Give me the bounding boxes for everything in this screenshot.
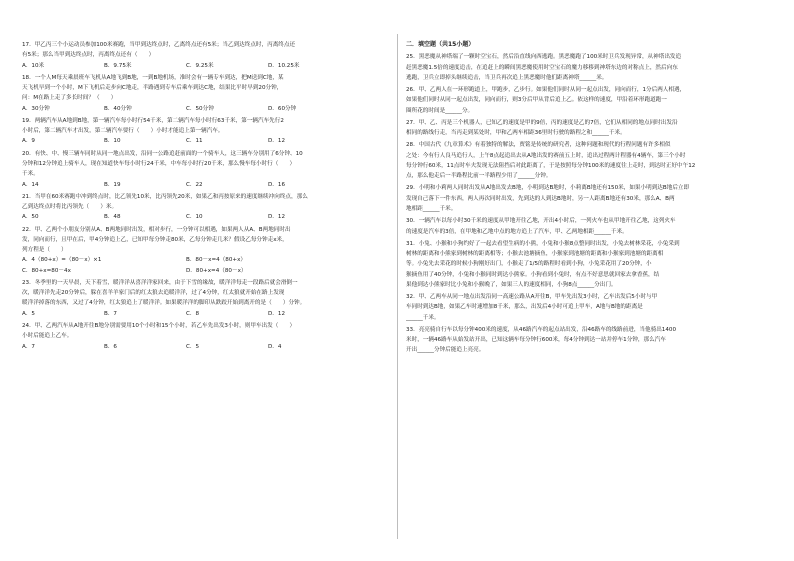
question-text-line: 24．甲、乙两汽车从A地开往B地分别需要用10个小时和15个小时，若乙车先出发3小时，则甲车出发（ ） [22, 322, 296, 329]
section-title: 二．填空题（共15小题） [406, 41, 475, 48]
answer-option: B．48 [104, 214, 121, 221]
question-text-line: 如果他们同时从同一起点出发，同向而行，则3分后甲从背后追上乙。依这样的速度，甲沿着环形跑道跑一 [406, 97, 667, 104]
question-text-line: 之处：今有行人良马追行人，上午8点起追出去从A地出发的赛前五上时，追出过程两计程器有4辆车，第三个小时 [406, 152, 686, 159]
question-item [406, 85, 772, 116]
answer-option: C．80+x=80－4x [22, 267, 71, 274]
answer-option: C．11 [186, 138, 203, 145]
answer-option: C．22 [186, 181, 203, 188]
answer-option: B．19 [104, 181, 121, 188]
question-text-line: 树林的距离和小熊家到树林的距离相等；小猴去池塘摘鱼，小猴家到池塘的距离和小猴家到池塘的距离相 [406, 250, 664, 257]
question-item [22, 321, 388, 352]
question-item [406, 292, 772, 323]
question-text-line: 点，那么他走后一半路程比前一半路程少用了______分钟。 [406, 173, 552, 180]
question-text-line: 列方程是（ ） [22, 247, 67, 254]
answer-option: A．4（80+x）=（80－x）×1 [22, 257, 102, 264]
question-item [406, 140, 772, 181]
answer-option: B．10 [104, 138, 121, 145]
question-item [22, 149, 388, 190]
question-text-line: 果他到达小熊家时比小兔和小猴晚了，如果三人的速度相同，小狗8点______分出门。 [406, 281, 617, 288]
question-text-line: 19．两辆汽车从A地到B地，第一辆汽车每小时行54千米，第二辆汽车每小时行63千米，第一辆汽车先行2 [22, 117, 284, 124]
question-text-line: 29．小明和小莉两人同时出发从A地出发去B地，小明到达B地时，小莉离B地还有150米，如果小明到达B地后立即 [406, 185, 690, 192]
question-text-line: 车同时到达B地，如果乙车时速增加8千米，那么，出发后4小时可追上甲车，A地与B地的距离是 [406, 304, 643, 311]
question-text-line: 30．一辆汽车以每小时30千米的速度从甲地开往乙地，开出4小时后，一列火车也从甲地开往乙地，这列火车 [406, 218, 676, 225]
answer-options [22, 266, 388, 276]
question-text-line: 乙到达终点时将比丙领先（ ）米。 [22, 204, 118, 211]
answer-option: D．80+x=4（80－x） [186, 267, 247, 274]
answer-option: A．5 [22, 310, 35, 317]
question-text-line: 米时，一辆46路车从始发站开出，已知这辆车每分钟行600米，每4分钟到达一站并停车1分钟，那么汽车 [406, 337, 666, 344]
question-text-line: 问：M在路上走了多长时间？（ ） [22, 95, 117, 102]
answer-option: D．12 [268, 138, 286, 145]
answer-option: D．4 [268, 343, 282, 350]
answer-option: C．9.25米 [186, 62, 214, 69]
question-item [406, 52, 772, 83]
question-text-line: 分钟和12分钟追上骑车人，现在知道快车每小时行24千米，中车每小时行20千米，那么慢车每小时行（ ） [22, 160, 296, 167]
answer-option: D．10.25米 [268, 62, 300, 69]
question-text-line: 27．甲、乙、丙是三个机器人，已知乙的速度是甲的9倍，丙的速度是乙的7倍，它们从相同的地点同时出发沿 [406, 119, 678, 126]
question-text-line: 23．冬季里的一天早晨，天下着雪，暖洋洋从喜洋洋家回来，由于下雪的缘故，暖洋洋每走一段路后就会滑倒一 [22, 279, 298, 286]
question-text-line: 地相距______千米。 [406, 206, 457, 213]
question-text-line: 17．甲乙丙三个小运动员参加100米赛跑，当甲到达终点时，乙离终点还有5米；当乙到达终点时，丙离终点还 [22, 42, 296, 48]
question-text-line: 开出______分钟后能追上亮亮。 [406, 347, 485, 354]
question-text-line: ______千米。 [406, 314, 440, 321]
right-column [406, 40, 772, 358]
question-item [22, 73, 388, 114]
question-item [22, 278, 388, 319]
answer-option: A．14 [22, 181, 39, 188]
answer-option: C．5 [186, 343, 200, 350]
question-text-line: 千米。 [22, 171, 39, 178]
answer-option: C．8 [186, 310, 200, 317]
question-text-line: 发现自己落下一件东西，两人再次同时出发，先到达的人到达B地时，另一人距离B地还有30米，那么A、B两 [406, 195, 675, 202]
answer-options [22, 212, 388, 222]
question-text-line: 20．有快、中、慢三辆车同时从同一地点出发，沿同一公路追赶前面的一个骑车人，这三辆车分别用了6分钟、10 [22, 150, 303, 157]
question-text-line: 28．中国古代《九章算术》有着独特的解法，贾铭是传统的研究者，这种问题和现代的行程问题有许多相似 [406, 142, 671, 149]
answer-option: B．80－x=4（80+x） [186, 257, 247, 264]
question-text-line: 小时后能追上乙车。 [22, 333, 73, 340]
question-item [22, 225, 388, 276]
question-item [22, 116, 388, 147]
answer-option: D．12 [268, 310, 286, 317]
question-text-line: 18．一个人M每天乘晨班车飞机从A地飞到B地，一到B地机场，准时会有一辆专车到达，把M送到C地，某 [22, 74, 284, 81]
question-text-line: 21．当甲在60米赛跑中冲到终点时，比乙领先10米，比丙领先20米，如果乙和丙按原来的速度继续冲向终点，那么 [22, 193, 308, 200]
question-text-line: 小时后，第二辆汽车才出发，第二辆汽车要行（ ）小时才能追上第一辆汽车。 [22, 128, 224, 135]
question-item [406, 325, 772, 356]
answer-options [22, 255, 388, 265]
question-text-line: 33．亮亮骑自行车以每分钟400米的速度，从46路汽车的起点站出发，沿46路车的线路前进，当他骑出1400 [406, 326, 677, 333]
question-text-line: 等。小兔先去采花的时候小狗刚好出门，小猴走了1/5的路程时看到小狗，小兔采花用了20分钟，小 [406, 261, 652, 268]
answer-option: A．7 [22, 343, 35, 350]
answer-options [22, 104, 388, 114]
fill-in-questions [406, 52, 772, 355]
answer-options [22, 136, 388, 146]
answer-option: B．6 [104, 343, 117, 350]
question-item [406, 118, 772, 139]
question-text-line: 25．黑恶魔从神塔端了一颗时空宝石，然后沿直线向西逃跑。黑恶魔跑了100米时卫兵发现异常，从神塔出发追 [406, 54, 682, 61]
answer-option: D．16 [268, 181, 286, 188]
left-column [22, 40, 388, 354]
answer-option: D．12 [268, 214, 286, 221]
question-text-line: 有5米；那么当甲到达终点时，丙离终点还有（ ） [22, 52, 155, 59]
question-text-line: 发，同向而行，且甲在后，甲4分钟追上乙，已知甲每分钟走80米，乙每分钟走几米？假设乙每分钟走x米， [22, 236, 288, 243]
question-text-line: 的速度是汽车的3倍，在甲地和乙地中点的地方追上了汽车，甲、乙两地相距______千米。 [406, 228, 628, 235]
answer-option: A．50 [22, 214, 39, 221]
answer-option: C．50分钟 [186, 105, 214, 112]
answer-options [22, 61, 388, 71]
question-text-line: 22．甲、乙两个小朋友分别从A、B两地同时出发，相对步行，一分钟可以相遇，如果两人从A、B两地同时出 [22, 226, 291, 233]
question-item [406, 216, 772, 237]
answer-options [22, 342, 388, 352]
answer-option: A．9 [22, 138, 35, 145]
answer-option: D．60分钟 [268, 105, 297, 112]
answer-option: B．40分钟 [104, 105, 132, 112]
question-item [22, 40, 388, 71]
question-item [406, 239, 772, 290]
column-divider [397, 34, 398, 539]
question-text-line: 26．甲、乙两人在一环形跑道上，甲跑步，乙步行。如果他们同时从同一起点出发，同向而行，1分后两人相遇， [406, 87, 686, 94]
answer-option: B．9.75米 [104, 62, 132, 69]
question-text-line: 暖洋洋掉落的东西，又过了4分钟，红太狼追上了暖洋洋。如果暖洋洋的脚印从跌跤开始到离开的是（ ）分钟。 [22, 300, 306, 307]
question-text-line: 逃跑，卫兵立即掉头继续追击，当卫兵再次追上黑恶魔时他们距离神塔______米。 [406, 74, 608, 81]
question-text-line: 圈所花的时间是______分。 [406, 107, 474, 114]
question-item [406, 183, 772, 214]
answer-options [22, 180, 388, 190]
answer-options [22, 309, 388, 319]
question-text-line: 猴摘鱼用了40分钟，小兔和小猴同时到达小熊家。小狗看到小兔时，有点不好意思就回家去拿香蕉，结 [406, 271, 660, 278]
question-text-line: 赶黑恶魔1.5倍的速度追击，在追赶上的瞬间黑恶魔使用时空宝石的魔力移移到神塔东边的对称点上，然后向东 [406, 64, 678, 71]
question-text-line: 天飞机早到一个小时，M下飞机后走步向C地走，半路遇到专车后乘车到达C地，结果比平时早到20分钟， [22, 85, 283, 92]
question-text-line: 每分钟行60米，11点时车夫发现无法阻挡后对此距离了，于是按照每分钟100米的速度往上走时，到达时正好中午12 [406, 162, 696, 169]
question-item [22, 192, 388, 223]
answer-option: B．7 [104, 310, 117, 317]
question-text-line: 32．甲、乙两车从同一地点出发沿同一高速公路从A开往B，甲车先出发3小时，乙车出发后5小时与甲 [406, 294, 658, 301]
question-text-line: 相同的路线行走，当丙走到某处时，甲和乙两车相距36里时行驶的路程之和______千米。 [406, 130, 626, 137]
answer-option: A．30分钟 [22, 105, 50, 112]
answer-option: A．10米 [22, 62, 45, 69]
answer-option: C．10 [186, 214, 203, 221]
question-text-line: 次，暖洋洋先走20分钟后，躲在喜羊羊家门后的红太狼去追暖洋洋，过了4分钟，红太狼就开始在路上发现 [22, 290, 285, 297]
question-text-line: 31．小兔、小猴和小狗约好了一起去看望生病的小熊，小兔和小猴8点整同时出发，小兔去树林采花，小兔采到 [406, 240, 680, 247]
